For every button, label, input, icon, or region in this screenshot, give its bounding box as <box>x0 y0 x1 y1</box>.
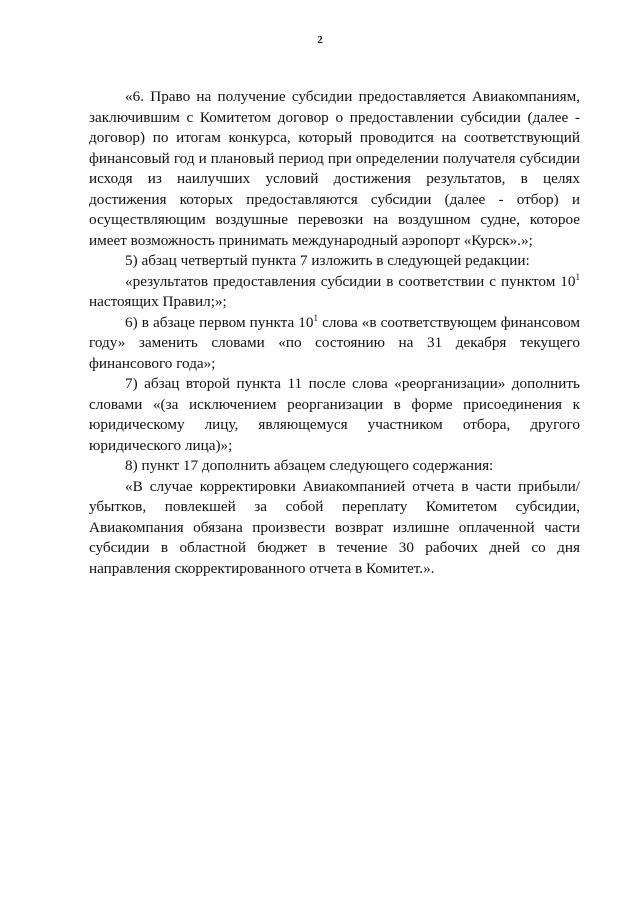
paragraph-item-5-text <box>89 272 580 313</box>
paragraph-item-8-text: «В случае корректировки Авиакомпанией отчета в части прибыли/убытков, повлекшей за собой переплату Комитетом субсидии, Авиакомпания обязана произвести возврат излишне оплаченной части субсидии в областной бюджет в течение 30 рабочих дней со дня направления скорректированного отчета в Комитет.». <box>89 477 580 577</box>
superscript: 1 <box>575 271 580 282</box>
paragraph-text-part: «результатов предоставления субсидии в соответствии с пунктом 10 <box>125 272 576 290</box>
paragraph-item-7: 7) абзац второй пункта 11 после слова «реорганизации» дополнить словами «(за исключением реорганизации в форме присоединения к юридическому лицу, являющемуся участником отбора, другого юридического лица)»; <box>89 375 580 454</box>
page-number: 2 <box>317 34 323 46</box>
paragraph-item-5: 5) абзац четвертый пункта 7 изложить в следующей редакции: <box>125 252 530 269</box>
paragraph-item-6 <box>89 313 580 375</box>
document-body <box>89 87 580 579</box>
paragraph-item-8: 8) пункт 17 дополнить абзацем следующего содержания: <box>125 457 494 474</box>
paragraph-text-part: настоящих Правил;»; <box>89 293 227 310</box>
paragraph-text-part: слова «в соответствующем финансовом году» заменить словами «по состоянию на 31 декабря текущего финансового года»; <box>89 313 580 372</box>
paragraph-text-part: 6) в абзаце первом пункта 10 <box>125 313 314 331</box>
paragraph-clause-6: «6. Право на получение субсидии предоставляется Авиакомпаниям, заключившим с Комитетом договор о предоставлении субсидии (далее - договор) по итогам конкурса, который проводится на соответствующий финансовый год и плановый период при определении получателя субсидии исходя из наилучших условий достижения результатов, в целях достижения которых предоставляются субсидии (далее - отбор) и осуществляющим воздушные перевозки на воздушном судне, которое имеет возможность принимать международный аэропорт «Курск».»; <box>89 88 580 249</box>
superscript: 1 <box>313 312 318 323</box>
